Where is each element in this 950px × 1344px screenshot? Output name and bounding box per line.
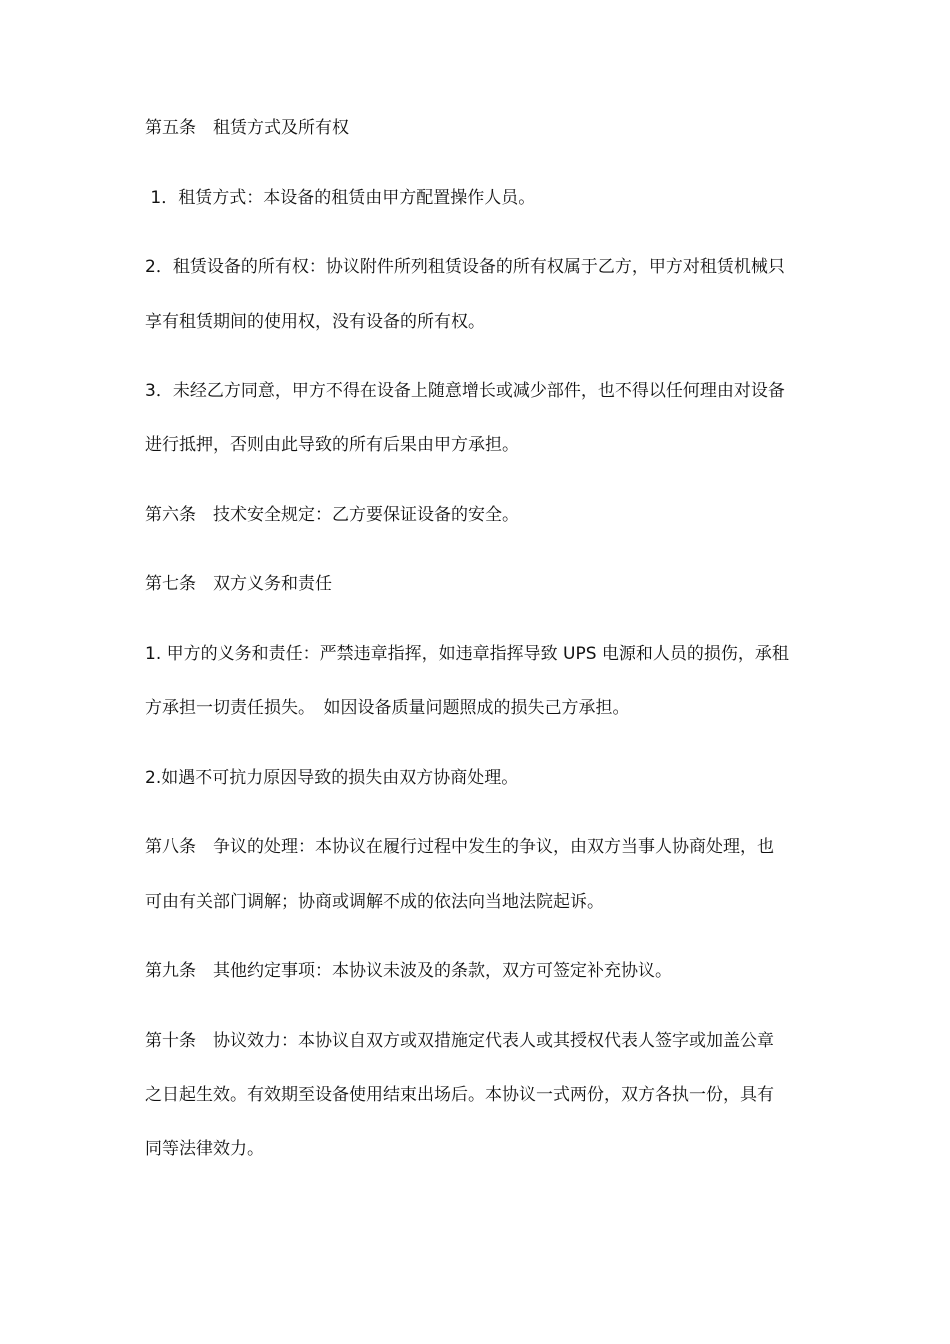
article-8-line-2: 可由有关部门调解；协商或调解不成的依法向当地法院起诉。 [145,892,604,912]
article-10-line-1: 第十条 协议效力：本协议自双方或双措施定代表人或其授权代表人签字或加盖公章 [145,1031,774,1051]
article-10-line-2: 之日起生效。有效期至设备使用结束出场后。本协议一式两份，双方各执一份，具有 [145,1085,774,1105]
article-5-clause-3-line-1: 3．未经乙方同意，甲方不得在设备上随意增长或减少部件，也不得以任何理由对设备 [145,381,785,401]
article-5-clause-1: 1．租赁方式：本设备的租赁由甲方配置操作人员。 [145,188,536,208]
article-9-paragraph: 第九条 其他约定事项：本协议未波及的条款，双方可签定补充协议。 [145,961,672,981]
article-5-heading: 第五条 租赁方式及所有权 [145,118,349,138]
article-10-line-3: 同等法律效力。 [145,1139,264,1159]
article-7-clause-1-line-1: 1. 甲方的义务和责任：严禁违章指挥，如违章指挥导致 UPS 电源和人员的损伤，承租 [145,644,789,664]
article-5-clause-3-line-2: 进行抵押，否则由此导致的所有后果由甲方承担。 [145,435,519,455]
article-5-clause-2-line-2: 享有租赁期间的使用权，没有设备的所有权。 [145,312,485,332]
article-5-clause-2-line-1: 2．租赁设备的所有权：协议附件所列租赁设备的所有权属于乙方，甲方对租赁机械只 [145,257,785,277]
article-6-paragraph: 第六条 技术安全规定：乙方要保证设备的安全。 [145,505,519,525]
article-7-heading: 第七条 双方义务和责任 [145,574,332,594]
article-8-line-1: 第八条 争议的处理：本协议在履行过程中发生的争议，由双方当事人协商处理，也 [145,837,774,857]
article-7-clause-2: 2.如遇不可抗力原因导致的损失由双方协商处理。 [145,768,519,788]
article-7-clause-1-line-2: 方承担一切责任损失。 如因设备质量问题照成的损失己方承担。 [145,698,630,718]
